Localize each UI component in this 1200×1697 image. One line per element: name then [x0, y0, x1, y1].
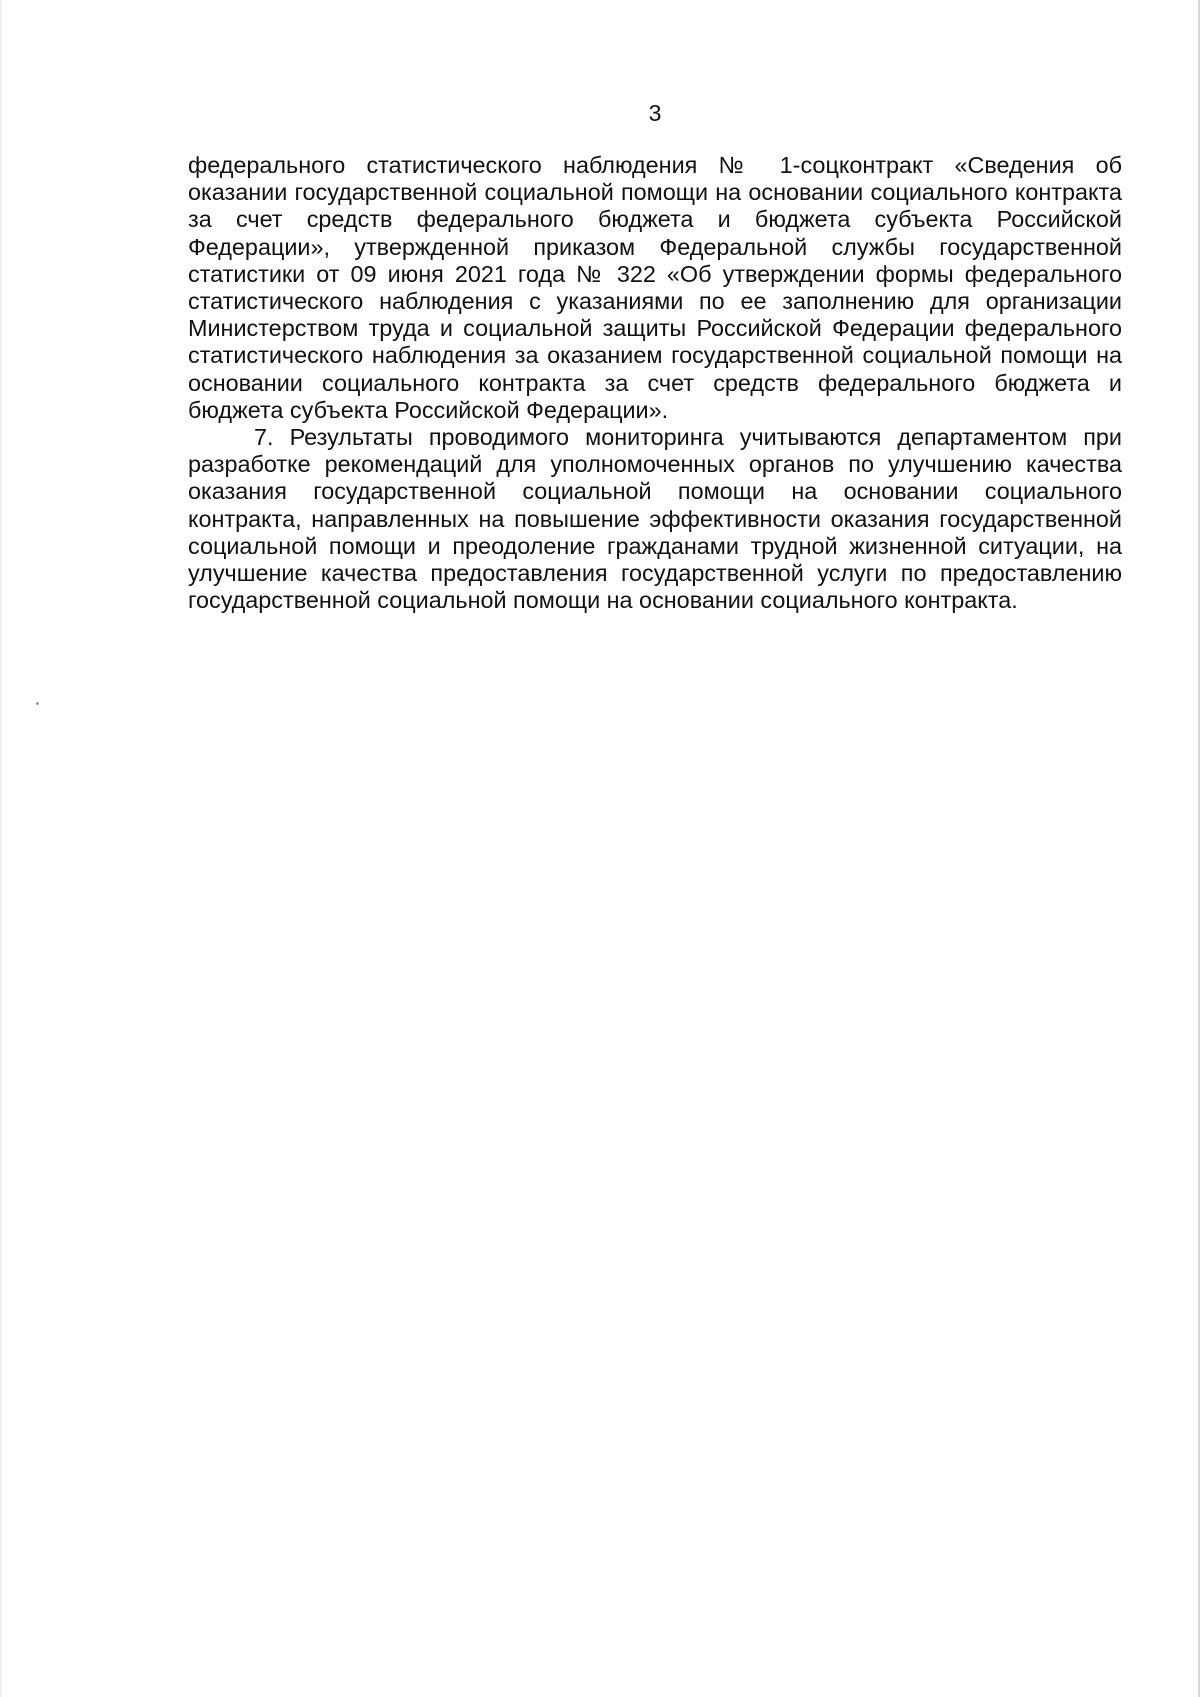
paragraph-continuation: федерального статистического наблюдения № 1-соцконтракт «Сведения об оказании государственной социальной помощи на основании социального контракта за счет средств федерального бюджета и бюджета субъекта Российской Федерации», утвержденной приказом Федеральной службы государственной статистики от 09 июня 2021 года № 322 «Об утверждении формы федерального статистического наблюдения с указаниями по ее заполнению для организации Министерством труда и социальной защиты Российской Федерации федерального статистического наблюдения за оказанием государственной социальной помощи на основании социального контракта за счет средств федерального бюджета и бюджета субъекта Российской Федерации».: [188, 152, 1122, 423]
document-body: [188, 152, 1122, 614]
scan-left-edge: [0, 0, 2, 1697]
paragraph-item-7: 7. Результаты проводимого мониторинга учитываются департаментом при разработке рекомендаций для уполномоченных органов по улучшению качества оказания государственной социальной помощи на основании социального контракта, направленных на повышение эффективности оказания государственной социальной помощи и преодоление гражданами трудной жизненной ситуации, на улучшение качества предоставления государственной услуги по предоставлению государственной социальной помощи на основании социального контракта.: [188, 424, 1122, 614]
scan-speck: [36, 702, 39, 705]
page-number: 3: [648, 100, 662, 126]
